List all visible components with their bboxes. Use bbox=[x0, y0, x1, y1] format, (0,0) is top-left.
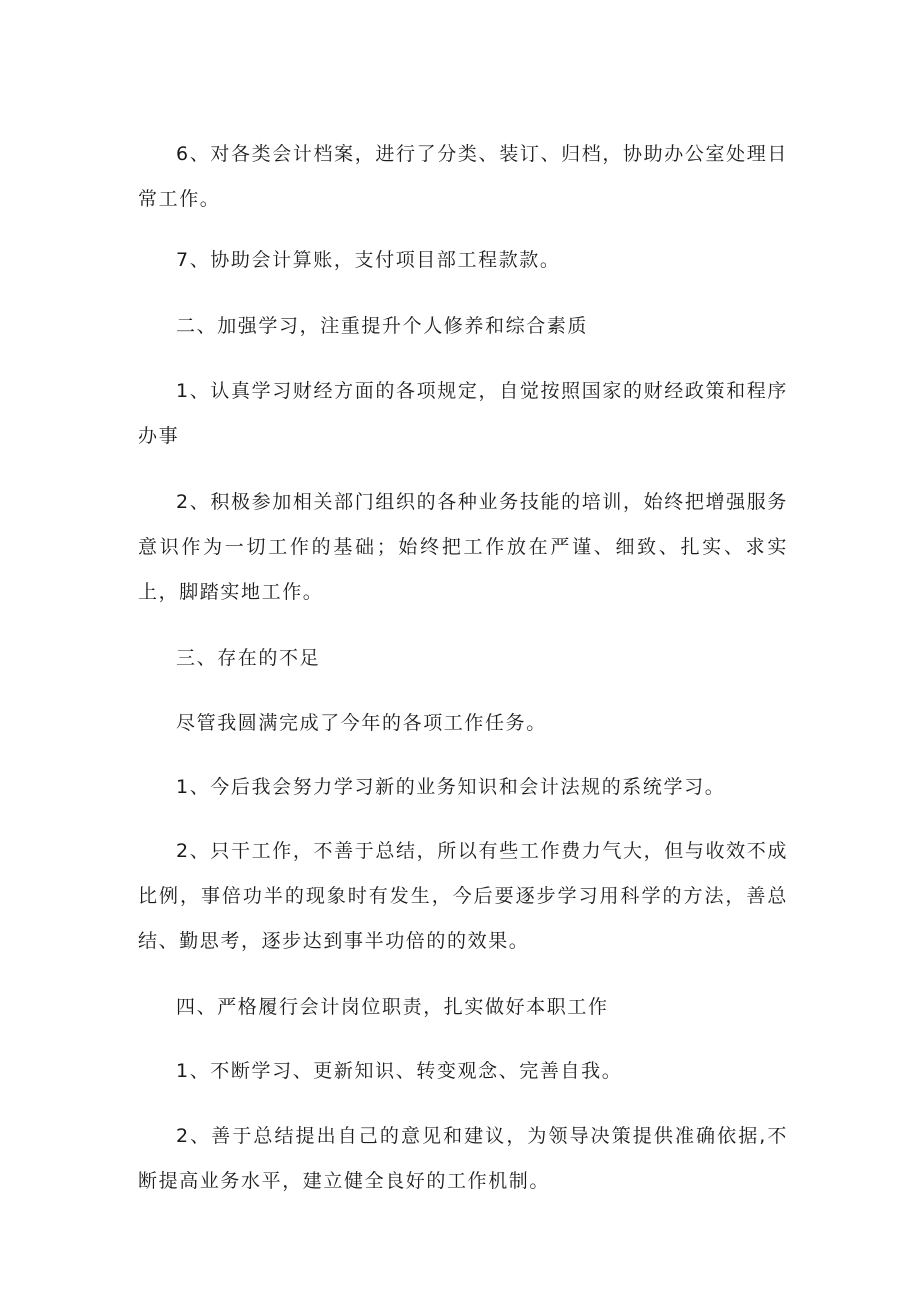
paragraph-shortcomings-item-2: 2、只干工作，不善于总结，所以有些工作费力气大，但与收效不成比例，事倍功半的现象时有发生，今后要逐步学习用科学的方法，善总结、勤思考，逐步达到事半功倍的的效果。 bbox=[138, 840, 788, 952]
section-heading-3-shortcomings: 三、存在的不足 bbox=[176, 647, 321, 669]
paragraph-duties-item-1: 1、不断学习、更新知识、转变观念、完善自我。 bbox=[176, 1060, 623, 1082]
section-heading-2-learning: 二、加强学习，注重提升个人修养和综合素质 bbox=[176, 315, 589, 337]
section-heading-4-duties: 四、严格履行会计岗位职责，扎实做好本职工作 bbox=[176, 996, 609, 1018]
paragraph-learning-item-1: 1、认真学习财经方面的各项规定，自觉按照国家的财经政策和程序办事 bbox=[138, 380, 788, 447]
paragraph-learning-item-2: 2、积极参加相关部门组织的各种业务技能的培训，始终把增强服务意识作为一切工作的基础；始终把工作放在严谨、细致、扎实、求实上，脚踏实地工作。 bbox=[138, 491, 788, 603]
paragraph-item-6-archives: 6、对各类会计档案，进行了分类、装订、归档，协助办公室处理日常工作。 bbox=[138, 143, 788, 210]
paragraph-item-7-accounting: 7、协助会计算账，支付项目部工程款款。 bbox=[176, 249, 561, 271]
paragraph-shortcomings-item-1: 1、今后我会努力学习新的业务知识和会计法规的系统学习。 bbox=[176, 776, 726, 798]
paragraph-shortcomings-intro: 尽管我圆满完成了今年的各项工作任务。 bbox=[176, 712, 547, 734]
paragraph-duties-item-2: 2、善于总结提出自己的意见和建议，为领导决策提供准确依据,不断提高业务水平，建立健全良好的工作机制。 bbox=[138, 1125, 788, 1192]
